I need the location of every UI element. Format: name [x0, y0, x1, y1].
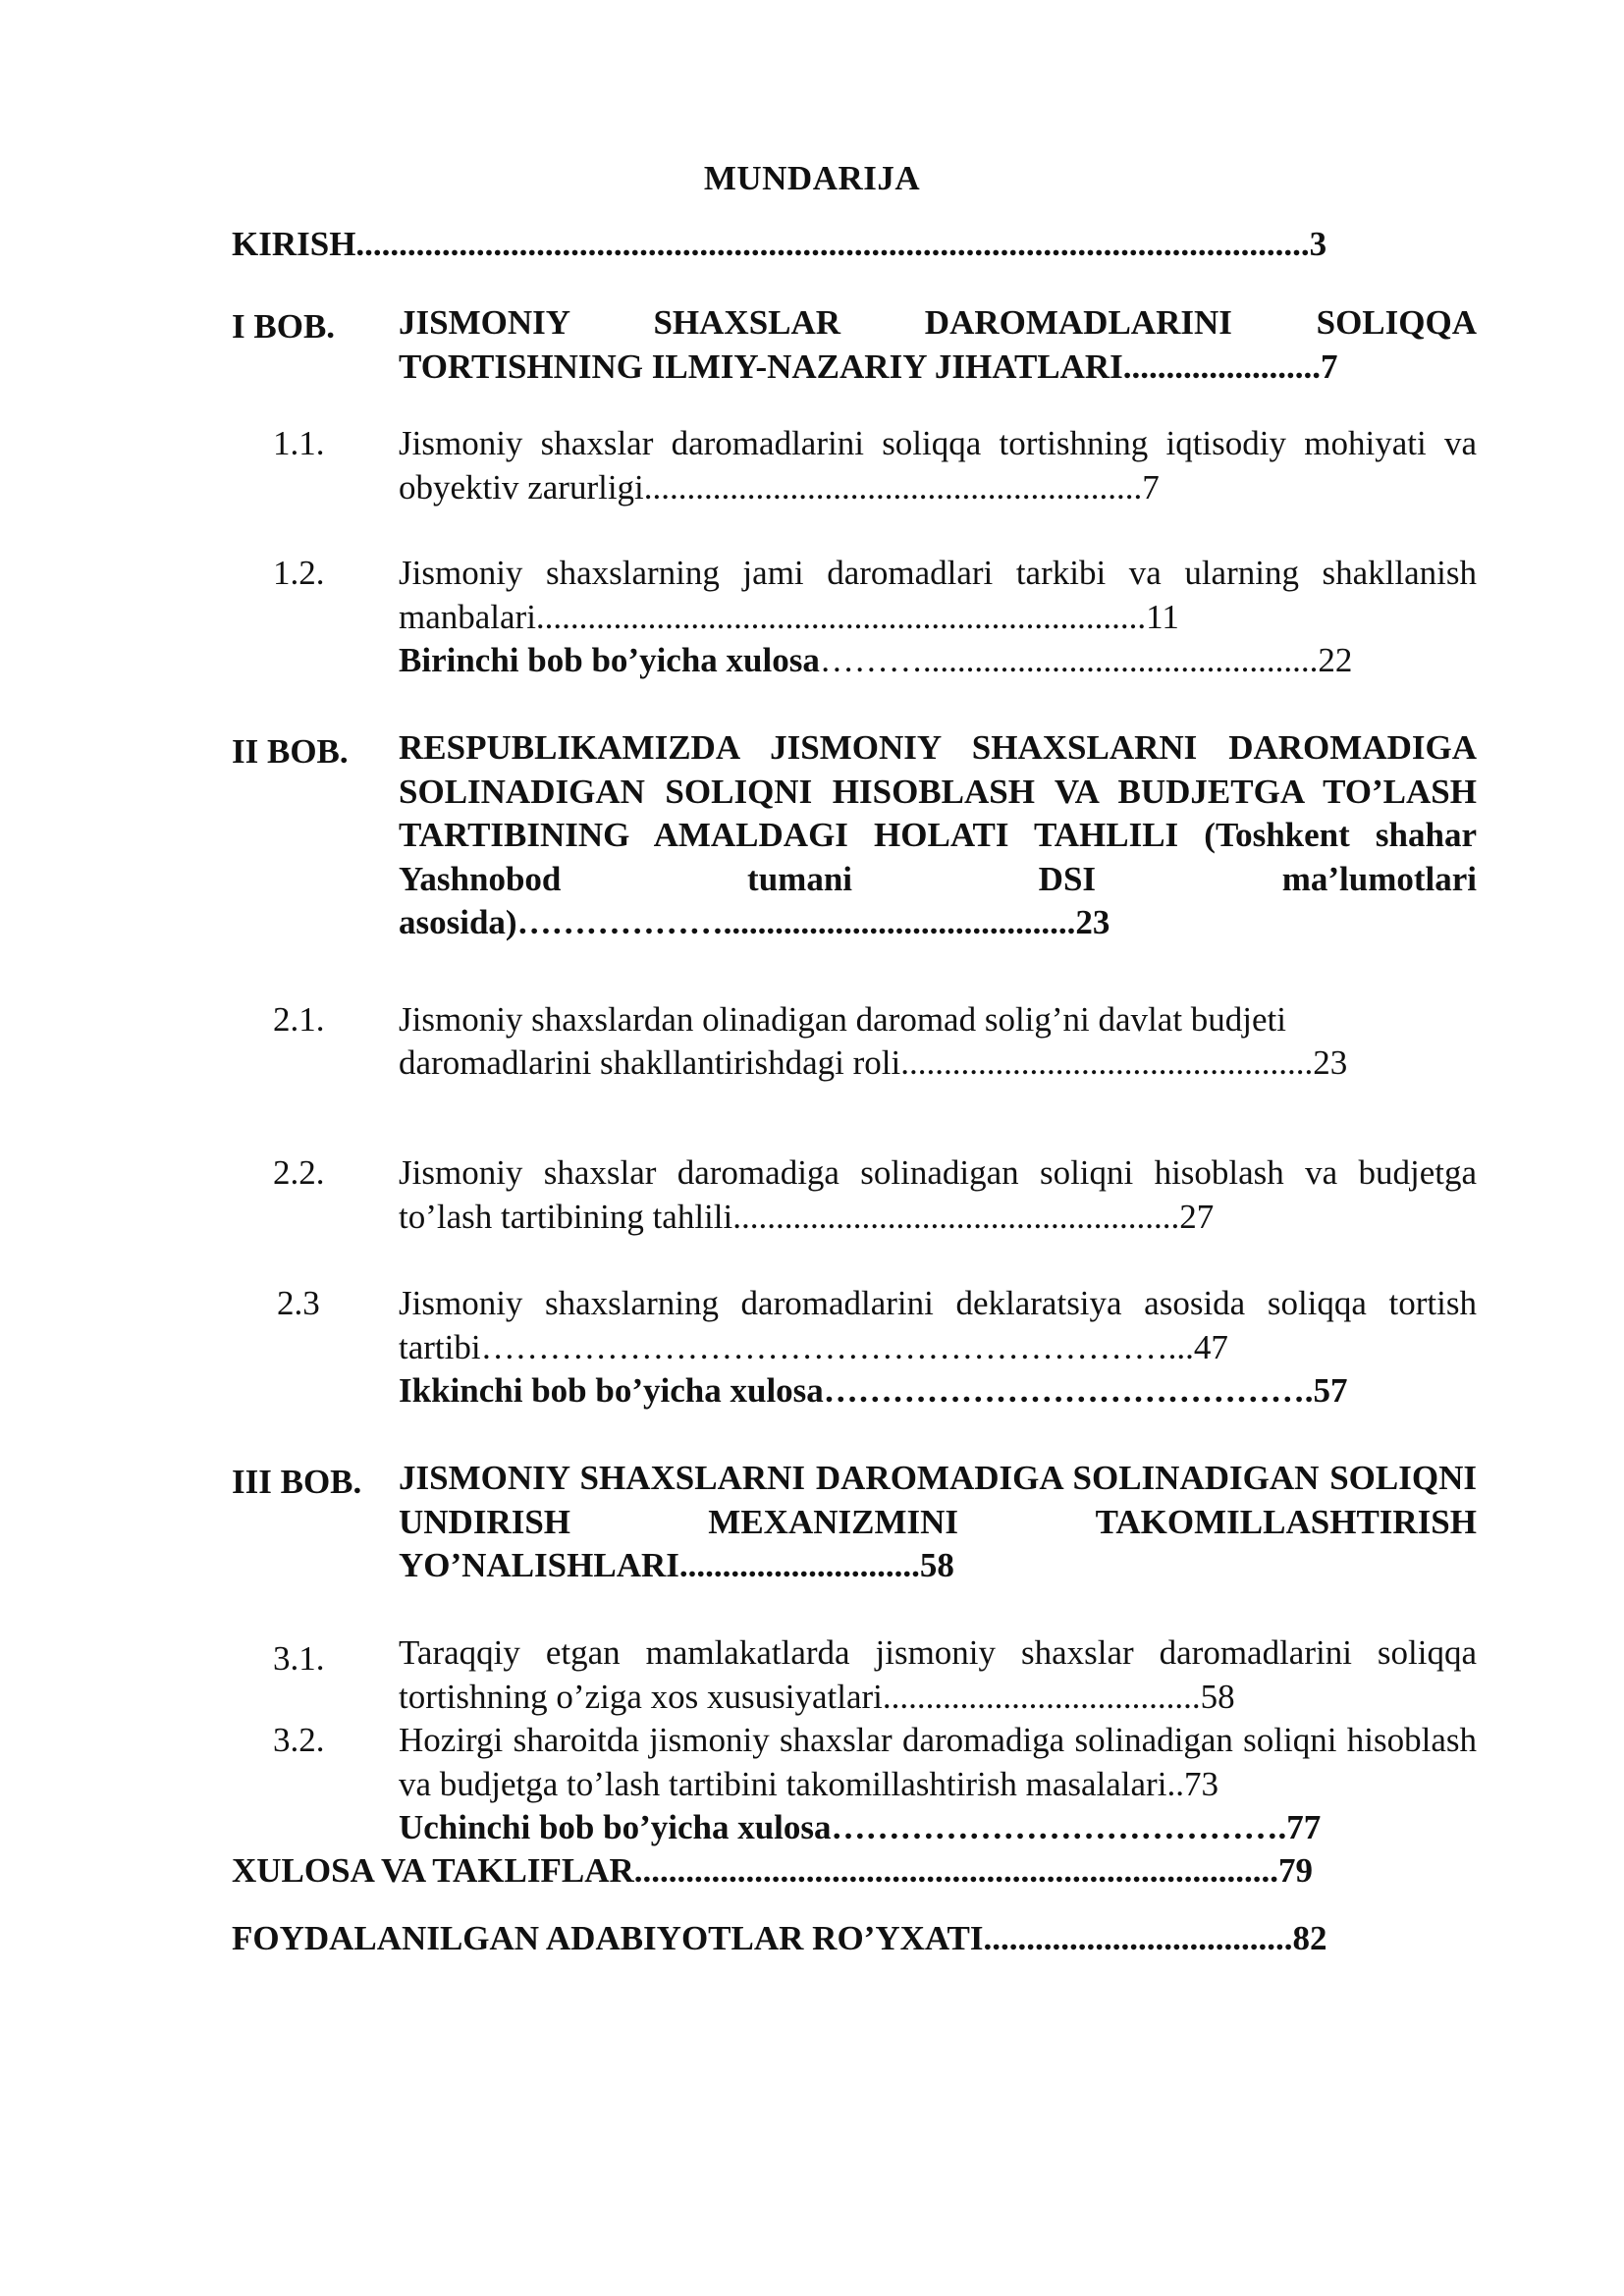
section-1-1-label: 1.1. — [273, 424, 325, 462]
toc-entry-xulosa — [232, 1849, 1477, 1896]
toc-entry-kirish-text: KIRISH...............................................................................................................3 — [232, 225, 1327, 263]
toc-chapter-1-summary — [232, 639, 1477, 686]
chapter-3-label: III BOB. — [232, 1463, 362, 1501]
toc-chapter-2 — [232, 726, 1477, 952]
chapter-1-summary-leader: ………..............................................22 — [819, 641, 1353, 679]
section-2-1-label: 2.1. — [273, 1000, 325, 1039]
section-3-1-title: Taraqqiy etgan mamlakatlarda jismoniy shaxslar daromadlarini soliqqa tortishning o’ziga xos xususiyatlari.....................................58 — [399, 1633, 1477, 1716]
section-1-2-label: 1.2. — [273, 554, 325, 592]
section-2-3-label: 2.3 — [277, 1284, 320, 1322]
chapter-1-summary-title: Birinchi bob bo’yicha xulosa — [399, 641, 820, 679]
toc-section-2-3 — [232, 1282, 1477, 1375]
toc-section-1-1 — [232, 422, 1477, 515]
toc-section-2-1 — [232, 998, 1477, 1092]
chapter-2-summary: Ikkinchi bob bo’yicha xulosa…………………………………….57 — [399, 1371, 1348, 1410]
chapter-1-summary — [399, 639, 1477, 683]
section-3-2-label: 3.2. — [273, 1721, 325, 1759]
toc-section-3-2 — [232, 1719, 1477, 1812]
section-1-1-title: Jismoniy shaxslar daromadlarini soliqqa tortishning iqtisodiy mohiyati va obyektiv zarurligi..........................................................7 — [399, 424, 1477, 507]
section-2-3-title: Jismoniy shaxslarning daromadlarini deklaratsiya asosida soliqqa tortish tartibi……………………………………………………...47 — [399, 1284, 1477, 1366]
chapter-1-label: I BOB. — [232, 307, 336, 346]
section-3-1-label: 3.1. — [273, 1639, 325, 1678]
toc-entry-references — [232, 1917, 1477, 1964]
chapter-3-title: JISMONIY SHAXSLARNI DAROMADIGA SOLINADIGAN SOLIQNI UNDIRISH MEXANIZMINI TAKOMILLASHTIRISH YO’NALISHLARI............................58 — [399, 1459, 1477, 1584]
toc-chapter-1 — [232, 301, 1477, 395]
page-title: MUNDARIJA — [703, 159, 921, 197]
toc-chapter-3-summary — [232, 1806, 1477, 1853]
section-2-1-line2: daromadlarini shakllantirishdagi roli................................................23 — [399, 1043, 1348, 1082]
section-3-2-title: Hozirgi sharoitda jismoniy shaxslar daromadiga solinadigan soliqni hisoblash va budjetga to’lash tartibini takomillashtirish masalalari..73 — [399, 1721, 1477, 1803]
chapter-2-label: II BOB. — [232, 732, 349, 771]
section-2-2-label: 2.2. — [273, 1153, 325, 1192]
chapter-2-title: RESPUBLIKAMIZDA JISMONIY SHAXSLARNI DAROMADIGA SOLINADIGAN SOLIQNI HISOBLASH VA BUDJETGA TO’LASH TARTIBINING AMALDAGI HOLATI TAHLILI (Toshkent shahar Yashnobod tumani DSI ma’lumotlari asosida)……………….........................................23 — [399, 728, 1477, 941]
toc-section-1-2 — [232, 552, 1477, 645]
toc-entry-kirish — [232, 223, 1477, 272]
section-2-1-line1: Jismoniy shaxslardan olinadigan daromad solig’ni davlat budjeti — [399, 1000, 1287, 1039]
toc-section-2-2 — [232, 1151, 1477, 1245]
toc-chapter-2-summary — [232, 1369, 1477, 1416]
toc-chapter-3 — [232, 1457, 1477, 1594]
section-2-2-title: Jismoniy shaxslar daromadiga solinadigan soliqni hisoblash va budjetga to’lash tartibining tahlili....................................................27 — [399, 1153, 1477, 1236]
toc-section-3-1 — [232, 1631, 1477, 1725]
chapter-1-title: JISMONIY SHAXSLAR DAROMADLARINI SOLIQQA TORTISHNING ILMIY-NAZARIY JIHATLARI.......................7 — [399, 303, 1477, 386]
section-1-2-title: Jismoniy shaxslarning jami daromadlari tarkibi va ularning shakllanish manbalari.......................................................................11 — [399, 554, 1477, 636]
toc-entry-references-text: FOYDALANILGAN ADABIYOTLAR RO’YXATI....................................82 — [232, 1919, 1327, 1957]
chapter-3-summary: Uchinchi bob bo’yicha xulosa………………………………….77 — [399, 1808, 1322, 1846]
toc-entry-xulosa-text: XULOSA VA TAKLIFLAR...........................................................................79 — [232, 1851, 1314, 1890]
